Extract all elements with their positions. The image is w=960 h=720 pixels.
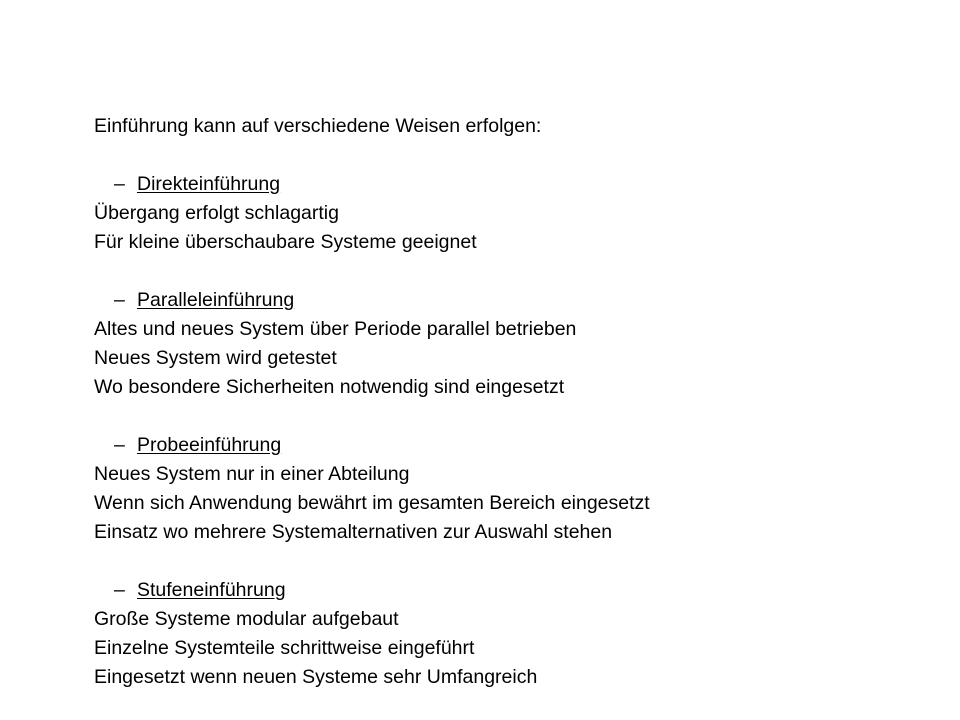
section-line: Wenn sich Anwendung bewährt im gesamten Bereich eingesetzt: [94, 492, 650, 514]
section-heading-row: [94, 576, 914, 605]
section-heading: Stufeneinführung: [137, 579, 286, 601]
dash-bullet: –: [114, 289, 125, 311]
section-line: Wo besondere Sicherheiten notwendig sind eingesetzt: [94, 376, 565, 398]
intro-text: Einführung kann auf verschiedene Weisen erfolgen:: [94, 115, 542, 137]
slide-content: [94, 112, 914, 692]
section-line: Eingesetzt wenn neuen Systeme sehr Umfangreich: [94, 666, 538, 688]
dash-bullet: –: [114, 173, 125, 195]
section-direkteinfuehrung: [94, 170, 914, 257]
section-line: Einsatz wo mehrere Systemalternativen zur Auswahl stehen: [94, 521, 613, 543]
section-heading-row: [94, 286, 914, 315]
section-line: Altes und neues System über Periode parallel betrieben: [94, 318, 577, 340]
section-probeeinfuehrung: [94, 431, 914, 547]
section-line: Für kleine überschaubare Systeme geeignet: [94, 231, 477, 253]
dash-bullet: –: [114, 579, 125, 601]
section-heading-row: [94, 431, 914, 460]
section-stufeneinfuehrung: [94, 576, 914, 692]
section-line: Neues System wird getestet: [94, 347, 337, 369]
section-heading: Paralleleinführung: [137, 289, 295, 311]
section-heading: Direkteinführung: [137, 173, 281, 195]
section-line: Große Systeme modular aufgebaut: [94, 608, 399, 630]
section-heading-row: [94, 170, 914, 199]
section-line: Neues System nur in einer Abteilung: [94, 463, 410, 485]
dash-bullet: –: [114, 434, 125, 456]
section-heading: Probeeinführung: [137, 434, 282, 456]
section-paralleleinfuehrung: [94, 286, 914, 402]
section-line: Einzelne Systemteile schrittweise eingeführt: [94, 637, 475, 659]
section-line: Übergang erfolgt schlagartig: [94, 202, 339, 224]
